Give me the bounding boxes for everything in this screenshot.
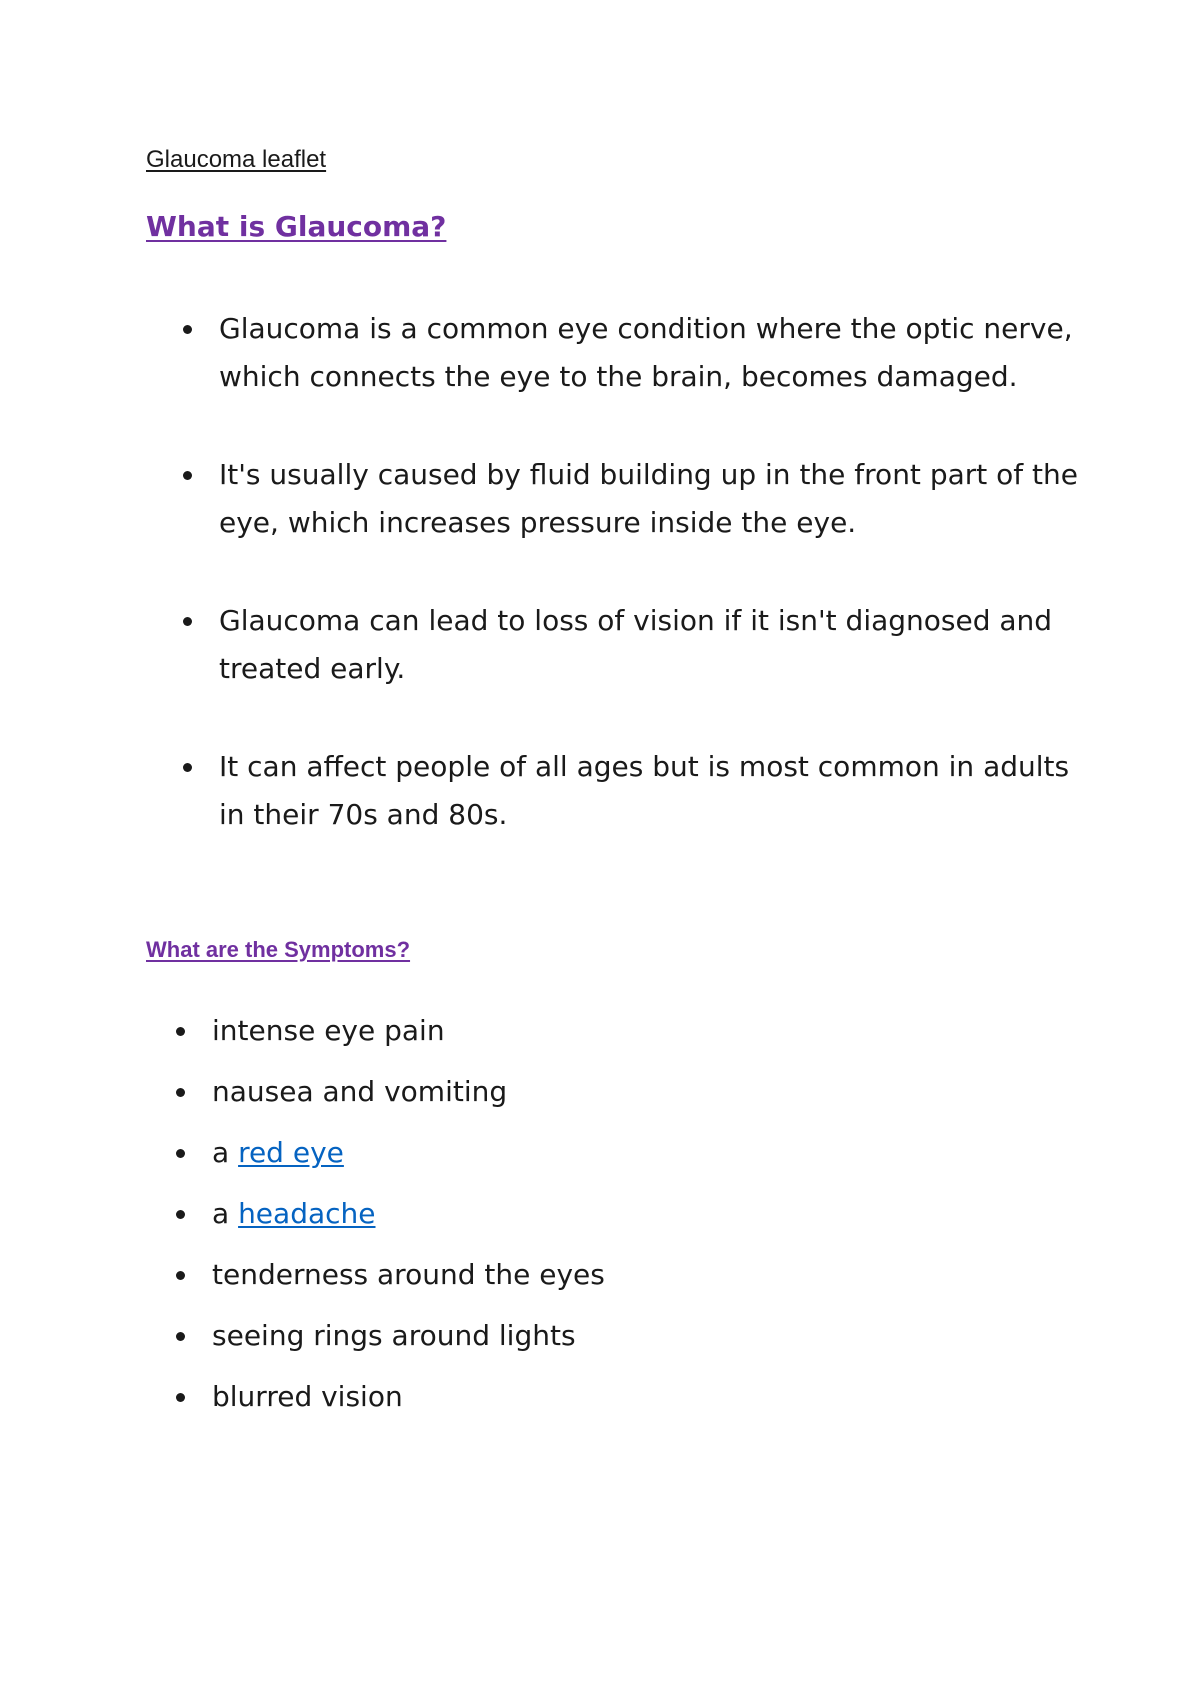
bullet-icon bbox=[183, 763, 192, 772]
list-item bbox=[0, 305, 1079, 401]
list-item-text: It's usually caused by fluid building up in the front part of the eye, which increases pressure inside the eye. bbox=[219, 458, 1078, 539]
bullet-icon bbox=[176, 1332, 185, 1341]
list-item-text: nausea and vomiting bbox=[212, 1075, 508, 1108]
heading-symptoms: What are the Symptoms? bbox=[146, 937, 411, 962]
list-item-prefix: a bbox=[212, 1136, 239, 1169]
red-eye-link[interactable]: red eye bbox=[238, 1136, 344, 1169]
bullet-icon bbox=[176, 1149, 185, 1158]
bullet-icon bbox=[176, 1088, 185, 1097]
list-item bbox=[0, 451, 1079, 547]
list-item bbox=[0, 1129, 1200, 1190]
what-is-glaucoma-list bbox=[0, 305, 1200, 839]
list-item bbox=[0, 1373, 1200, 1434]
heading-what-is-glaucoma: What is Glaucoma? bbox=[146, 210, 447, 243]
list-item-text: Glaucoma can lead to loss of vision if it isn't diagnosed and treated early. bbox=[219, 604, 1053, 685]
bullet-icon bbox=[176, 1210, 185, 1219]
bullet-icon bbox=[176, 1271, 185, 1280]
list-item-text: seeing rings around lights bbox=[212, 1319, 576, 1352]
bullet-icon bbox=[176, 1027, 185, 1036]
bullet-icon bbox=[183, 617, 192, 626]
list-item-text: blurred vision bbox=[212, 1380, 403, 1413]
list-item-prefix: a bbox=[212, 1197, 239, 1230]
list-item bbox=[0, 1312, 1200, 1373]
list-item bbox=[0, 597, 1079, 693]
list-item bbox=[0, 1068, 1200, 1129]
list-item bbox=[0, 1251, 1200, 1312]
symptoms-list bbox=[0, 1007, 1200, 1434]
list-item bbox=[0, 1190, 1200, 1251]
bullet-icon bbox=[176, 1393, 185, 1402]
headache-link[interactable]: headache bbox=[238, 1197, 376, 1230]
document-title: Glaucoma leaflet bbox=[146, 146, 327, 173]
list-item-text: Glaucoma is a common eye condition where the optic nerve, which connects the eye to the brain, becomes damaged. bbox=[219, 312, 1073, 393]
list-item bbox=[0, 743, 1079, 839]
list-item-text: It can affect people of all ages but is most common in adults in their 70s and 80s. bbox=[219, 750, 1070, 831]
bullet-icon bbox=[183, 325, 192, 334]
list-item-text: intense eye pain bbox=[212, 1014, 445, 1047]
list-item bbox=[0, 1007, 1200, 1068]
list-item-text: tenderness around the eyes bbox=[212, 1258, 605, 1291]
bullet-icon bbox=[183, 471, 192, 480]
